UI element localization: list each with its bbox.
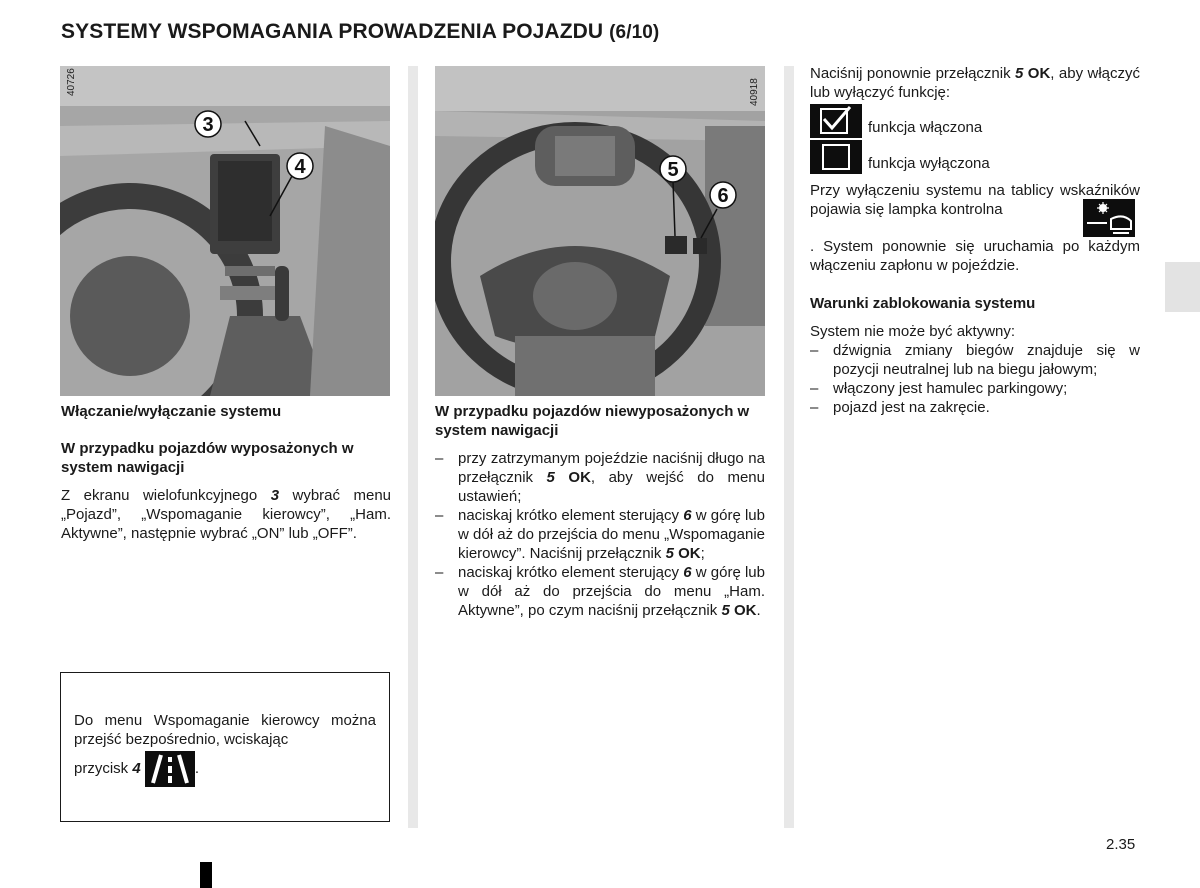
warning-paragraph-b: . System ponownie się uruchamia po każdym włączeniu zapłonu w pojeździe. (810, 238, 1140, 274)
figure-code: 40726 (66, 68, 77, 96)
checkbox-checked-icon (810, 104, 862, 138)
note-box (60, 672, 390, 822)
page-title: SYSTEMY WSPOMAGANIA PROWADZENIA POJAZDU (6/10) (61, 20, 660, 43)
callout-6 (710, 182, 736, 208)
list-item: – przy zatrzymanym pojeździe naciśnij długo na przełącznik 5 OK, aby wejść do menu ustawień; (435, 449, 765, 506)
function-off-label: funkcja wyłączona (868, 155, 990, 172)
subsection-heading: W przypadku pojazdów wyposażonych w system nawigacji (61, 440, 354, 476)
section-heading: W przypadku pojazdów niewyposażonych w system nawigacji (435, 403, 750, 439)
steps-list (435, 449, 765, 620)
list-item: – naciskaj krótko element sterujący 6 w górę lub w dół aż do przejścia do menu „Ham. Aktywne”, po czym naciśnij przełącznik 5 OK. (435, 563, 765, 620)
note-text: Do menu Wspomaganie kierowcy można przejść bezpośrednio, wciskając (74, 712, 376, 748)
list-item: – pojazd jest na zakręcie. (810, 398, 1140, 417)
page-title-part: (6/10) (609, 22, 660, 43)
callout-5 (660, 156, 686, 182)
note-button-line: przycisk 4 . (74, 751, 376, 787)
column-separator (784, 66, 794, 828)
column-separator (408, 66, 418, 828)
conditions-intro: System nie może być aktywny: (810, 323, 1016, 340)
checkbox-empty-icon (810, 140, 862, 174)
list-item: – włączony jest hamulec parkingowy; (810, 379, 1140, 398)
svg-text:4: 4 (294, 156, 306, 178)
svg-text:3: 3 (202, 114, 214, 136)
svg-text:5: 5 (667, 159, 679, 181)
intro-paragraph: Naciśnij ponownie przełącznik 5 OK, aby włączyć lub wyłączyć funkcję: (810, 65, 1140, 101)
driving-assistance-button-icon (145, 751, 195, 787)
warning-paragraph-a: Przy wyłączeniu systemu na tablicy wskaźników pojawia się lampka kontrolna (810, 182, 1140, 218)
figure-code: 40918 (749, 78, 760, 106)
list-item: – dźwignia zmiany biegów znajduje się w pozycji neutralnej lub na biegu jałowym; (810, 341, 1140, 379)
function-on-label: funkcja włączona (868, 119, 983, 136)
instruction-paragraph: Z ekranu wielofunkcyjnego 3 wybrać menu „Pojazd”, „Wspomaganie kierowcy”, „Ham. Aktywne”, następnie wybrać „ON” lub „OFF”. (61, 487, 392, 542)
warning-lamp-icon (1083, 199, 1135, 237)
list-item: – naciskaj krótko element sterujący 6 w górę lub w dół aż do przejścia do menu „Wspomaganie kierowcy”. Naciśnij przełącznik 5 OK; (435, 506, 765, 563)
page-number: 2.35 (1106, 836, 1136, 853)
svg-text:6: 6 (717, 185, 729, 207)
steering-wheel-figure (435, 66, 765, 396)
section-heading: Włączanie/wyłączanie systemu (61, 403, 282, 420)
chapter-tab (1165, 262, 1200, 312)
section-heading: Warunki zablokowania systemu (810, 295, 1036, 312)
callout-4 (287, 153, 313, 179)
conditions-list (810, 341, 1140, 417)
dashboard-figure (60, 66, 390, 396)
print-mark (200, 862, 212, 888)
callout-3 (195, 111, 221, 137)
